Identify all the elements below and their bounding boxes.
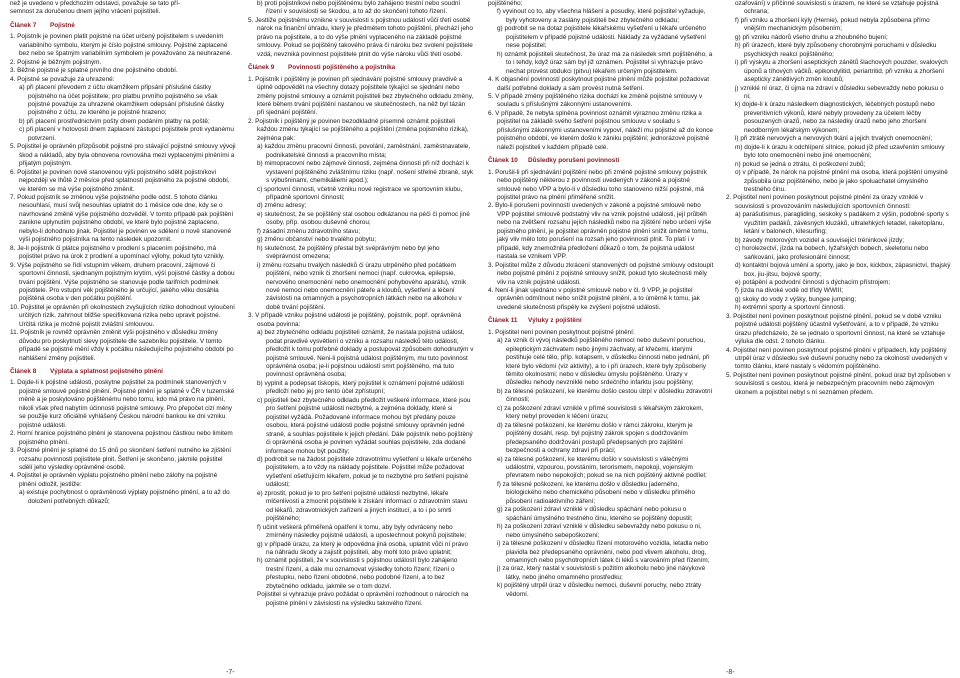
numbered-paragraph: 1. Porušil-li při sjednávání pojištění nebo při změně pojistné smlouvy pojistník nebo pojištěný některou z povinností uvedených v zákoně a pojistné smlouvě nebo VPP a bylo-li v důsledku toho stanoveno nižší pojistné, má pojistitel právo na plnění přiměřené snížit.	[488, 168, 707, 201]
numbered-paragraph: 5. Pojistitel není povinen poskytnout pojistné plnění, pokud úraz byl způsoben v souvislosti s cestou, která je nebezpečným pracovním nebo zájmovým úkonem a pojistitel nebyl s ní seznámen předem.	[726, 371, 951, 396]
sub-item: h) oznámit pojistiteli skutečnost, že úraz má za následek smrt pojištěného, a to i tehdy, když úraz sám byl již oznámen. Pojistitel si vyhrazuje právo nechat provést obdukci (pitvu) lékařem určeným pojistitelem.	[497, 50, 713, 75]
sub-item: f) učinit veškerá přiměřená opatření k tomu, aby byly odvráceny nebo zmírněny následky pojistné události, a uposlechnout pokynů pojistitele;	[257, 523, 467, 540]
sub-item: g) skoky do vody z výšky, bungee jumping;	[735, 295, 857, 303]
sub-item: e) zprostit, pokud je to pro šetření pojistné události nezbytné, lékaře mlčenlivosti a zmocnit pojistitele k získání informací o zdravotním stavu od lékařů, zdravotnických zařízení a jiných institucí, a to i po smrti pojištěného;	[257, 489, 468, 523]
article-heading	[10, 368, 236, 376]
numbered-paragraph: 6. Pojistitel je povinen nově stanovenou výši pojistného sdělit pojistníkovi nejpozději ve lhůtě 2 měsíce před splatností pojistného za pojistné období, ve kterém se má výše pojistného změnit.	[10, 168, 230, 193]
sub-item: l) při ztrátě nervových a nervových tkání a jejich trvalých onemocnění;	[735, 135, 933, 143]
sub-item: g) za poškození zdraví vzniklé v důsledku spáchání nebo pokusu o spáchání úmyslného trestného činu, kterého se pojištěný dopustil;	[497, 506, 693, 522]
sub-item: f) při vzniku a zhoršení kýly (Hernie), pokud nebyla způsobena přímo vnějším mechanickým působením;	[735, 16, 930, 33]
sub-item: b) vyplnit a podepsat tiskopis, který pojistitel k oznámení pojistné události předloží nebo jej pro tento účel zpřístupní;	[257, 379, 464, 396]
numbered-paragraph: 2. Pojistitel není povinen poskytnout pojistné plnění za úrazy vzniklé v souvislosti s provozováním následujících sportovních činností:	[726, 194, 924, 210]
numbered-paragraph: 6. V případě, že nebyla splněna povinnost oznámit výraznou změnu rizika a pojistitel na základě svého šetření pojistnou smlouvu v souladu s příslušnými zákonnými ustanoveními vypoví, náleží mu pojistné až do konce pojistného období, ve kterém došlo k zániku pojištění; jednorázové pojistné náleží pojistiteli v každém případě celé.	[488, 109, 713, 151]
sub-item: j) za úraz, který nastal v souvislosti s požitím alkoholu nebo jiné návykové látky, nebo jiného omamného prostředku;	[497, 565, 706, 581]
page-number-right: -8-	[726, 669, 735, 676]
sub-item: d) za tělesné poškození, ke kterému došlo v rámci zákroku, kterým je pojištěný dosáhl, resp. byl pojistný zákrok spojen s dodržováním předepsaného dodržování postupů předepsaných pro zajištění bezpečnosti a ochrany zdraví při práci;	[497, 421, 693, 455]
sub-item: g) v případě úrazu, za který je odpovědna jiná osoba, uplatnit vůči ní právo na náhradu škody a zajistit pojistiteli, aby mohl toto právo uplatnit;	[257, 540, 469, 556]
sub-item: h) skutečnost, že pojištěný přestal být svéprávným nebo byl jeho svéprávnost omezena;	[257, 244, 440, 261]
column-2	[248, 0, 474, 664]
sub-item: o) v případě, že nárok na pojistné plnění má osoba, která pojištění úmyslně způsobila úraz pojištěného, nebo je jako spoluachatel úmyslného trestného činu.	[735, 169, 948, 193]
sub-item: h) za poškození zdraví vzniklé v důsledku sebevraždy nebo pokusu o ni, nebo úmyslného sebepoškození;	[497, 523, 702, 539]
numbered-paragraph: 11. Pojistník je rovněž oprávněn změnit výši pojistného v důsledku změny důvodu pro poskytnutí slevy pojistitele dle sazebníku pojistitele. V tomto případě se pojistné mění vždy k počátku následujícího pojistného období po nahlášení změny pojistiteli.	[10, 329, 234, 362]
sub-item: b) za tělesné poškození, ke kterému došlo cestou útrpí v důsledku zdravotní činnosti;	[497, 387, 713, 404]
article-title: Pojistné	[50, 21, 75, 29]
sub-item: Pojistitel si vyhrazuje právo požádat o oprávnění rozhodnout o nárocích na pojistné plnění v závislosti na výsledku takového řízení.	[257, 591, 469, 607]
sub-item: a) každou změnu pracovní činnosti, povolání, zaměstnání, zaměstnavatele, podnikatelské činnosti a pracovního místa;	[257, 143, 471, 159]
sub-item: c) pojistiteli bez zbytečného odkladu předložit veškeré informace, které jsou pro šetření pojistné události nezbytné, a zejména doklady, které si pojistitel vyžádá. Požadované informace mohou být předány pouze osobou, která pojistné události podle pojistné smlouvy oprávněn jedné straně, a souhlas pojistitele k jejich předání. Dále pojistník nebo pojištěný či oprávněná osoba je povinen vyžádat souhlas pojistitele, zda dodané informace mohou být použity;	[257, 396, 473, 455]
sub-item: k) pojištěný utrpěl úraz v důsledku nemoci, duševní poruchy, nebo ztráty vědomí.	[497, 582, 702, 598]
numbered-paragraph: 9. Výše pojistného se řídí vstupním věkem, druhem pracovní, zájmové či sportovní činnosti, sjednaným pojistným krytím, výší pojistné částky a dobou trvání pojištění. Výše pojistného se stanovuje podle tarifních podmínek pojistitele. Pro vstupní věk pojištěného je určující, jakého věku dosáhla pojištěná osoba v den počátku pojištění.	[10, 261, 235, 303]
sub-item: g) při vzniku nádorů všeho druhu a zhoubného bujení;	[735, 33, 888, 41]
sub-item: b) mimopracovní nebo zájmové činnosti, zejména činnosti při níž dochází k vystavení pojištěného zvláštnímu riziku (např. nošení střelné zbraně, styk s výbušninami, chemikáliemi apod.);	[257, 160, 474, 185]
column-1	[10, 0, 236, 664]
article-number: Článek 9	[248, 64, 275, 72]
numbered-paragraph: 2. Pojistné je běžným pojistným.	[10, 58, 102, 66]
column-3	[488, 0, 714, 664]
sub-item: d) kontaktní bojová umění a sporty, jako je box, kickbox, zápasnictví, thajský box, jiu-jitsu, bojové sporty;	[735, 262, 951, 278]
sub-item: e) potápění a podvodní činnosti s dýchacím přístrojem;	[735, 278, 891, 286]
sub-item: a) parašutismus, paragliding, seskoky s padákem z výšin, podobné sporty s využitím padáků, závěsných kluzáků, ultralehkých letadel, raketoplánu, letání v balonech, kitesurfing;	[735, 211, 949, 236]
sub-item: j) vzniklé ní úraz, či újma na zdraví v důsledku sebevraždy nebo pokusu o ni;	[735, 84, 944, 100]
numbered-paragraph: 3. Pojistné plnění je splatné do 15 dnů po skončení šetření nutného ke zjištění rozsahu povinnosti pojistitele plnit. Šetření je skončeno, jakmile pojistitel sdělí jeho výsledky oprávněné osobě.	[10, 447, 231, 472]
article-title: Výluky z pojištění	[528, 317, 582, 325]
sub-item: k) dojde-li k úrazu následkem diagnostických, léčebných postupů nebo preventivních výkonů, které nebyly provedeny za účelem léčby posouzených úrazů, nebo za následky úrazů nebo jeho zhoršení neodborným lékařským výkonem;	[735, 101, 935, 134]
sub-item: h) extrémní sporty a sportovní činnosti.	[735, 304, 846, 312]
article-number: Článek 11	[488, 317, 518, 325]
numbered-paragraph: 4. Není-li jinak ujednáno v pojistné smlouvě nebo v čl. 9 VPP, je pojistitel oprávněn odmítnout nebo snížit pojistné plnění, a to úměrně k tomu, jak uvedené skutečnosti přispěly ke zvýšení pojistné události.	[488, 286, 700, 311]
numbered-paragraph: 10. Pojistitel je oprávněn při okolnostech zvyšujících riziko dohodnout vyloučení určitých rizik, zahrnout bližše specifikovaná rizika nebo upravit pojistné. Určitá rizika je možné pojistit zvláštní smlouvou.	[10, 303, 235, 328]
numbered-paragraph: 4. Pojistné se považuje za uhrazené:	[10, 75, 115, 83]
sub-item: m) dojde-li k úrazu k odchlípení sítnice, pokud jíž před uzavřením smlouvy bylo toto onemocnění nebo jiné onemocnění;	[735, 143, 945, 160]
numbered-paragraph: 2. Horní hranice pojistného plnění je stanovena pojistnou částkou nebo limitem pojistného plnění.	[10, 430, 233, 446]
sub-item: b) při placení prostřednictvím pošty dnem podáním platby na poště;	[19, 117, 210, 125]
sub-item: e) za tělesné poškození, ke kterému došlo v souvislosti s válečnými událostmi, vzpourou, povstáním, terorismem, nepokoji, vojenským převratem nebo nepokojích; pokud se na nich pojištěný aktivně podílel;	[497, 455, 707, 480]
sub-item: c) sportovní činnosti, včetně vzniku nové registrace ve sportovním klubu, případně sportovní činnosti;	[257, 185, 463, 201]
numbered-paragraph: 1. Pojistník je povinen platit pojistné na účet určený pojistitelem s uvedením variabilního symbolu, kterým je číslo pojistné smlouvy. Pojistné zaplacené bez nebo se špatným variabilním symbolem je považováno za neuhrazené.	[10, 33, 233, 58]
sub-item: h) při úrazech, které byly způsobeny chorobnými poruchami v důsledku psychických reakcí pojištěného;	[735, 42, 937, 58]
sub-item: ozařování) v příčinné souvislosti s úrazem, ne které se vztahuje pojistná ochrana;	[735, 0, 939, 16]
sub-item: c) při placení v hotovosti dnem zaplacení zástupci pojistitele proti vydanému potvrzení.	[19, 126, 234, 142]
sub-item: i) při výskytu a zhoršení aseptických zánětů šlachových pouzder, svalových úponů a tíhových váčků, epikondylitid, periartritid, při vzniku a zhoršení asepticky zánětlivých změn kloubů;	[735, 59, 948, 84]
sub-item: n) pokud se jedná o ztrátu, či poškození zubů;	[735, 160, 866, 168]
article-heading	[248, 64, 474, 72]
sub-item: d) podrobit se na žádost pojistitele zdravotnímu vyšetření u lékaře určeného pojistitelem, a to vždy na náklady pojistitele. Pojistitel může požadovat vyšetření ošetřujícím lékařem, pokud je to nezbytné pro šetření pojistné události;	[257, 456, 472, 489]
sub-item: i) za tělesné poškození v důsledku řízení motorového vozidla, letadla nebo plavidla bez předepsaného oprávnění, nebo pod vlivem alkoholu, drog, omamných nebo psychotropních látek či léků s varováním před řízením;	[497, 540, 710, 564]
sub-item: a) existuje pochybnost o oprávněnosti výplaty pojistného plnění, a to až do doložení potřebných důkazů;	[19, 489, 230, 505]
sub-item: a) při placení převodem z účtu okamžikem připsání příslušné částky pojistného na účet pojistitele; pro platbu prvního pojistného se však pojistné považuje za uhrazené okamžikem odepsání příslušné částky pojistného z účtu, ze kterého je pojistné hrazeno;	[19, 84, 225, 117]
numbered-paragraph: 2. Pojistník i pojištěný je povinen bezodkladně písemně oznámit pojistiteli každou změnu týkající se pojištěného a pojištění (změna pojistného rizika), zejména pak:	[248, 117, 469, 142]
article-heading	[488, 157, 714, 165]
article-number: Článek 10	[488, 157, 518, 165]
sub-item: f) zásadní změnu zdravotního stavu;	[257, 227, 361, 235]
numbered-paragraph: 3. Pojistitel není povinen poskytnout pojistné plnění, pokud se v době vzniku pojistné události pojištěný účastnil vyšetřování, a to v případě, že vzniku úrazu předcházelo, že se jednalo o sportovní činnost, na které se vztahuje výluka dle odst. 2 tohoto článku.	[726, 312, 945, 346]
numbered-paragraph: 8. Je-li pojistník či plátce pojistného v prodlení s placením pojistného, má pojistitel právo na úrok z prodlení a upomínací výlohy, pokud tyto vznikly.	[10, 244, 225, 261]
sub-item: a) za vznik či vývoj následků pojištěného nemocí nebo duševní poruchou, epileptickým záchvatem nebo jinými záchvaty, ať křečemi, kterými postihuje celé tělo, příp. kolapsem, v důsledku činnosti nebo jednání, při které bylo vědomí (viz aktivity), a to i při úrazech, které byly způsobeny těmito okolnostmi; nebo v důsledku úmyslu pojištěného. Úrazy v důsledku nehody nevzniklé nebo srdečního infarktu jsou pojištěny;	[497, 337, 710, 387]
numbered-paragraph: 7. Pokud pojistník se změnou výše pojistného podle odst. 5 tohoto článku nesouhlasí, musí svůj nesouhlas uplatnit do 1 měsíce ode dne, kdy se o navrhované změně výše pojistného dozvěděl. V tomto případě pak pojištění zanikne uplynutím pojistného období, ve které bylo pojistné zaplaceno, nebylo-li dohodnuto jinak. Pojistitel je povinen ve sdělení o nově stanovené výši pojistného pojistníka na tento následek upozornit.	[10, 193, 234, 244]
numbered-paragraph: 3. V případě vzniku pojistné události je pojištěný, pojistník, popř. oprávněná osoba povinna:	[248, 312, 462, 328]
sub-item: b) proti pojistníkovi nebo pojištěnému bylo zahájeno trestní nebo soudní řízení v souvislosti se škodou, a to až do skončení tohoto řízení.	[257, 0, 461, 16]
numbered-paragraph: 5. Jestliže pojistnému vznikne v souvislosti s pojistnou událostí vůči třetí osobě nárok na finanční úhradu, který je předmětem tohoto pojištění, přechází jeho právo na pojistitele, a to do výše plnění vyplaceného na základě pojistné smlouvy. Pokud se pojištěný takového práva či nároku bez svolení pojistitele vzdá, nevzniká povinnost pojistitele plnit do výše nároku vůči třetí osobě.	[248, 16, 473, 58]
page-number-left: -7-	[226, 669, 235, 676]
sub-item: a) bez zbytečného odkladu pojistiteli oznámit, že nastala pojistná událost, podat pravdivé vysvětlení o vzniku a rozsahu následků této události, předložit k tomu potřebné doklady a postupovat způsobem dohodnutým v pojistné smlouvě. Neni-li pojistná událost pojištěným, mu tuto povinnost oprávněná osoba; je-li pojistnou událostí smrt pojištěného, má tuto povinnost oprávněná osoba;	[257, 329, 474, 379]
numbered-paragraph: 3. Běžné pojistné je splatné prvního dne pojistného období.	[10, 67, 178, 75]
numbered-paragraph: 2. Bylo-li porušení povinností uvedených v zákoně a pojistné smlouvě nebo VPP pojistitel smlouvě podstatný vliv na vznik pojistné události, její průběh nebo na zvětšení rozsahu jejích následků nebo na zjištění nebo určení výše pojistného plnění, je pojistitel oprávněn pojistné plnění snížit úměrně tomu, jaký vliv mělo toto porušení na rozsah jeho povinnosti plnit. To platí i v případě, kdy znemožnila předložení důkazů o tom, že pojistná událost nastala se vznikem VPP.	[488, 202, 712, 261]
numbered-paragraph: 4. Pojistitel není povinen poskytnout pojistné plnění v případech, kdy pojištěný utrpěl úraz v důsledku své duševní poruchy nebo za okolností uvedených v tomto článku, které nastaly s vědomím pojištěného.	[726, 346, 948, 371]
sub-item: f) za tělesné poškození, ke kterému došlo v důsledku jaderného, biologického nebo chemického působení nebo v důsledku přímého působení radioaktivního záření;	[497, 480, 696, 505]
numbered-paragraph: 1. Dojde-li k pojistné události, poskytne pojistitel za podmínek stanovených v pojistné smlouvě pojistné plnění. Pojistné plnění je splatné v ČR v tuzemské měně a je poskytováno pojištěnému nebo tomu, kdo má právo na plnění, nikoli však před nabytím účinnosti pojistné smlouvy. Pro přepočet cizí měny se použije kurz oficiálně vyhlášený Českou národní bankou ke dni vzniku pojistné události.	[10, 379, 235, 429]
paragraph: pojištěného;	[488, 0, 523, 7]
sub-item: g) podrobit se na dotaz pojistitele lékařskému vyšetření u lékaře určeného pojistitelem v případě pojistné události. Náklady za vyžádané vyšetření nese pojistitel;	[497, 25, 706, 50]
numbered-paragraph: 4. Pojistitel je oprávněn výplatu pojistného plnění nebo zálohy na pojistné plnění odložit, jestliže:	[10, 472, 218, 488]
sub-item: g) změnu občanství nebo trvalého pobytu;	[257, 236, 377, 244]
article-title: Povinnosti pojištěného a pojistníka	[288, 64, 396, 72]
article-number: Článek 7	[10, 21, 37, 29]
article-title: Důsledky porušení povinností	[528, 157, 620, 165]
sub-item: c) horolezectví, jízda na bobech, lyžařských bobech, skeletonu nebo saňkování, jako profesionální činnost;	[735, 245, 929, 261]
article-title: Výplata a splatnost pojistného plnění	[50, 368, 163, 376]
numbered-paragraph: 1. Pojistník i pojištěný je povinen při sjednávání pojistné smlouvy pravdivě a úplně odpovědět na všechny dotazy pojistitele týkající se sjednání nebo změny pojistné smlouvy a oznámit pojistiteli bez zbytečného odkladu změny, které během trvání pojištění nastanou ve skutečnostech, na něž byl tázán při sjednání pojištění.	[248, 75, 474, 117]
sub-item: b) závody motorových vozidel a související tréninkové jízdy;	[735, 236, 905, 244]
paragraph: než je uvedeno v předchozím odstavci, považuje se tato pří-	[10, 0, 181, 7]
paragraph: semnost za doručenou dnem jejího vrácení pojistiteli.	[10, 8, 161, 16]
numbered-paragraph: 1. Pojistitel není povinen poskytnout pojistné plnění:	[488, 328, 635, 336]
numbered-paragraph: 5. V případě změny pojištěného rizika dochází ke změně pojistné smlouvy v souladu s příslušnými zákonnými ustanoveními.	[488, 92, 703, 109]
article-heading	[10, 22, 236, 30]
sub-item: f) jízda na divoké vodě od třídy WWIII;	[735, 287, 843, 295]
sub-item: i) změnu rozsahu trvalých následků či úrazu utrpěného před počátkem pojištění, nebo vznik či zhoršení nemoci (např. cukrovka, epilepsie, nervového onemocnění nebo onemocnění pohybového aparátu), vznik nové nemoci nebo onemocnění páteře a kloubů, vyšetření a léčení závislosti na omamných a psychotropních látkách nebo na alkoholu v době trvání pojištění.	[257, 261, 467, 311]
article-heading	[488, 317, 714, 325]
sub-item: f) vyvinout co to, aby všechna hlášení a posudky, které pojistitel vyžaduje, byly vyhotoveny a zaslány pojistiteli bez zbytečného odkladu;	[497, 8, 706, 24]
numbered-paragraph: 5. Pojistitel je oprávněn přizpůsobit pojistné pro stávající pojistné smlouvy vývoji škod a nákladů, aby byla obnovena rovnováha mezi vyplacenými plněními a přijatým pojistným.	[10, 143, 236, 168]
numbered-paragraph: 3. Pojistitel může z důvodu zkrácení stanovených od pojistné smlouvy odstoupit nebo pojistné plnění z pojistné smlouvy snížit, pokud tyto skutečnosti měly vliv na vznik pojistné události.	[488, 261, 714, 286]
column-4	[726, 0, 952, 664]
article-number: Článek 8	[10, 368, 37, 376]
sub-item: h) oznámit pojistiteli, že v souvislosti s pojistnou událostí bylo zahájeno trestní řízení, a dále mu oznamovat výsledky tohoto řízení; řízení o přestupku, nebo řízení obdobné, nebo podobné řízení, a to bez zbytečného odkladu, jakmile se o tom dozví.	[257, 557, 458, 590]
sub-item: e) skutečnost, že se pojištěný stal osobou odkázanou na péči či pomoc jiné osoby, příp. osobou duševně chorou;	[257, 210, 470, 227]
sub-item: d) změnu adresy;	[257, 202, 307, 210]
numbered-paragraph: 4. K objasnění povinností poskytnout pojistné plnění může pojistitel požadovat další potřebné doklady a sám provést nutná šetření.	[488, 76, 709, 92]
sub-item: c) za poškození zdraví vzniklé v přímé souvislosti s lékařským zákrokem, který nebyl proveden k léčení úrazu;	[497, 404, 704, 421]
